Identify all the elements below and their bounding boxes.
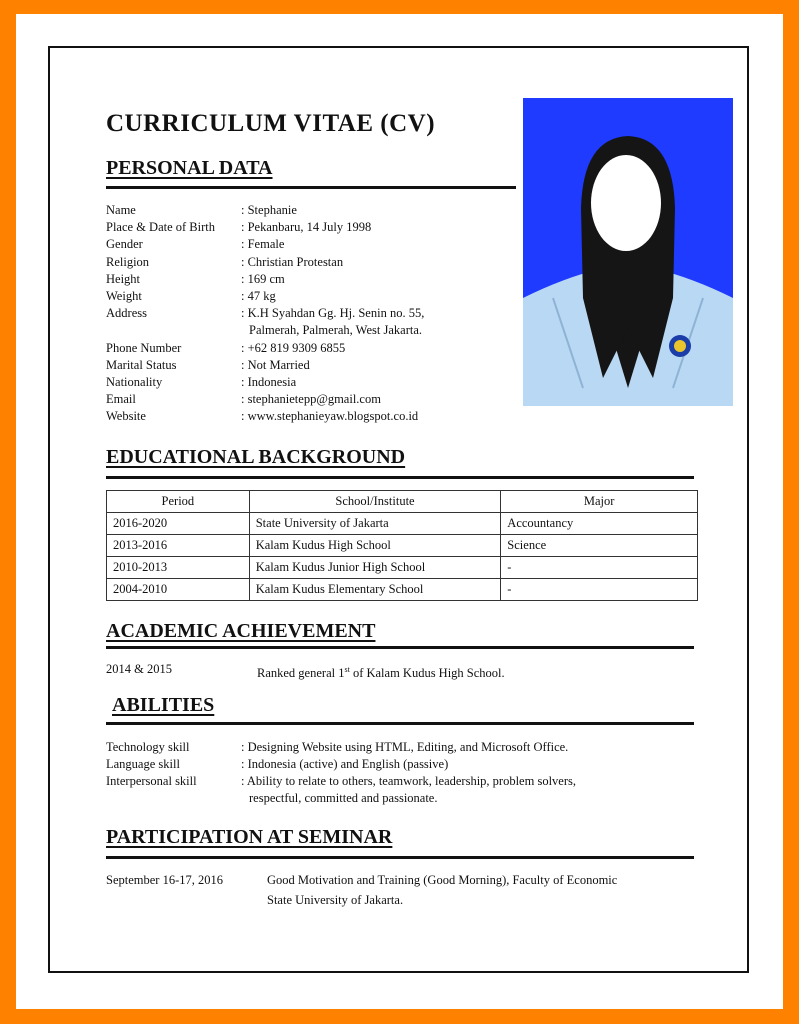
personal-label: Gender	[106, 237, 143, 252]
achievement-text-post: of Kalam Kudus High School.	[349, 666, 505, 681]
achievement-text-pre: Ranked general 1	[257, 666, 345, 681]
personal-label: Nationality	[106, 375, 163, 389]
table-cell: Science	[501, 535, 698, 557]
personal-value: : Pekanbaru, 14 July 1998	[241, 220, 372, 235]
table-cell: Kalam Kudus High School	[249, 535, 501, 557]
seminar-title: Good Motivation and Training (Good Morning), Faculty of Economic	[267, 873, 618, 887]
personal-label: Religion	[106, 254, 150, 269]
personal-divider	[106, 186, 516, 189]
achievement-year: 2014 & 2015	[106, 662, 172, 676]
profile-photo	[523, 98, 733, 406]
achievement-text-superscript: st	[344, 665, 350, 674]
table-cell: 2010-2013	[107, 557, 250, 579]
personal-value: : Stephanie	[241, 203, 297, 217]
personal-value: : Christian Protestan	[241, 254, 344, 269]
table-cell: State University of Jakarta	[249, 513, 501, 535]
table-cell: Kalam Kudus Elementary School	[249, 579, 501, 601]
achievement-text	[257, 661, 505, 682]
personal-value: : stephanietepp@gmail.com	[241, 392, 381, 407]
personal-data-heading: PERSONAL DATA	[106, 157, 273, 179]
personal-label: Place & Date of Birth	[106, 220, 215, 235]
table-row	[107, 579, 698, 601]
ability-value: respectful, committed and passionate.	[249, 791, 438, 805]
personal-label: Email	[106, 392, 136, 407]
personal-label: Phone Number	[106, 340, 182, 355]
achievement-divider	[106, 646, 694, 649]
abilities-divider	[106, 722, 694, 725]
personal-label: Marital Status	[106, 357, 177, 372]
column-header-school: School/Institute	[249, 491, 501, 513]
ability-label: Interpersonal skill	[106, 774, 197, 788]
ability-value: : Indonesia (active) and English (passive)	[241, 757, 449, 771]
abilities-heading: ABILITIES	[112, 694, 215, 716]
achievement-heading: ACADEMIC ACHIEVEMENT	[106, 620, 376, 642]
ability-label: Language skill	[106, 757, 180, 771]
personal-label: Name	[106, 203, 136, 217]
seminar-date: September 16-17, 2016	[106, 873, 223, 887]
personal-label: Website	[106, 409, 146, 424]
personal-value: : Not Married	[241, 357, 310, 372]
ability-value: : Designing Website using HTML, Editing, and Microsoft Office.	[241, 740, 569, 754]
personal-value: : Female	[241, 237, 285, 252]
table-row	[107, 535, 698, 557]
table-cell: -	[501, 579, 698, 601]
personal-label: Height	[106, 271, 141, 286]
ability-value: : Ability to relate to others, teamwork, leadership, problem solvers,	[241, 774, 576, 788]
personal-label: Address	[106, 306, 147, 321]
personal-value: : Indonesia	[241, 375, 297, 389]
personal-value: : 169 cm	[241, 271, 285, 286]
seminar-institution: State University of Jakarta.	[267, 893, 404, 907]
table-cell: -	[501, 557, 698, 579]
education-heading: EDUCATIONAL BACKGROUND	[106, 446, 406, 468]
education-divider	[106, 476, 694, 479]
cv-title: CURRICULUM VITAE (CV)	[106, 110, 436, 137]
table-cell: Kalam Kudus Junior High School	[249, 557, 501, 579]
seminar-heading: PARTICIPATION AT SEMINAR	[106, 826, 393, 848]
column-header-major: Major	[501, 491, 698, 513]
table-row	[107, 557, 698, 579]
personal-value: : 47 kg	[241, 289, 276, 303]
personal-value: : K.H Syahdan Gg. Hj. Senin no. 55,	[241, 306, 425, 321]
seminar-divider	[106, 856, 694, 859]
education-table-header	[107, 491, 698, 513]
table-cell: 2013-2016	[107, 535, 250, 557]
abilities-list	[0, 739, 700, 814]
table-cell: Accountancy	[501, 513, 698, 535]
table-cell: 2004-2010	[107, 579, 250, 601]
ability-label: Technology skill	[106, 740, 190, 754]
personal-value: : www.stephanieyaw.blogspot.co.id	[241, 409, 419, 424]
column-header-period: Period	[107, 491, 250, 513]
personal-data-list	[0, 202, 520, 432]
table-cell: 2016-2020	[107, 513, 250, 535]
personal-value: : +62 819 9309 6855	[241, 340, 346, 355]
profile-photo-image	[523, 98, 733, 406]
table-row	[107, 513, 698, 535]
personal-label: Weight	[106, 289, 142, 303]
personal-value: Palmerah, Palmerah, West Jakarta.	[249, 323, 423, 338]
education-table	[106, 490, 698, 601]
